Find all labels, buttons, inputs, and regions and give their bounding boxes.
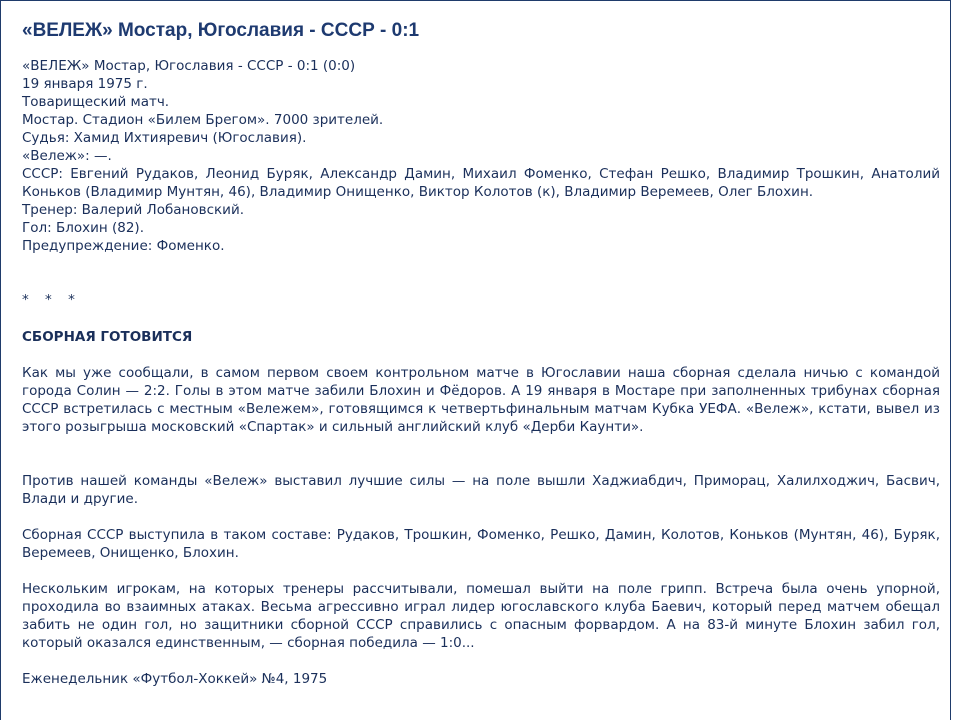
match-warning: Предупреждение: Фоменко. bbox=[22, 238, 225, 254]
article-source: Еженедельник «Футбол-Хоккей» №4, 1975 bbox=[22, 671, 328, 687]
article-paragraph-2: Против нашей команды «Вележ» выставил лучшие силы — на поле вышли Хаджиабдич, Приморац, Халилходжич, Басвич, Влади и другие. bbox=[22, 473, 940, 507]
separator: * * * bbox=[22, 292, 81, 308]
article-paragraph-3: Сборная СССР выступила в таком составе: Рудаков, Трошкин, Фоменко, Решко, Дамин, Колотов, Коньков (Мунтян, 46), Буряк, Веремеев, Онищенко, Блохин. bbox=[22, 527, 940, 561]
match-goal: Гол: Блохин (82). bbox=[22, 220, 144, 236]
article-paragraph-1: Как мы уже сообщали, в самом первом своем контрольном матче в Югославии наша сборная сделала ничью с командой города Солин — 2:2. Голы в этом матче забили Блохин и Фёдоров. А 19 января в Мостаре при заполненных трибунах сборная СССР встретилась с местным «Вележем», готовящимся к четвертьфинальным матчам Кубка УЕФА. «Вележ», кстати, вывел из этого розыгрыша московский «Спартак» и сильный английский клуб «Дерби Каунти». bbox=[22, 365, 940, 435]
match-date: 19 января 1975 г. bbox=[22, 76, 148, 92]
velez-lineup: «Вележ»: —. bbox=[22, 148, 112, 164]
ussr-lineup: СССР: Евгений Рудаков, Леонид Буряк, Александр Дамин, Михаил Фоменко, Стефан Решко, Владимир Трошкин, Анатолий Коньков (Владимир Мунтян, 46), Владимир Онищенко, Виктор Колотов (к), Владимир Веремеев, Олег Блохин. bbox=[22, 166, 940, 200]
article-heading: СБОРНАЯ ГОТОВИТСЯ bbox=[22, 329, 193, 345]
match-referee: Судья: Хамид Ихтияревич (Югославия). bbox=[22, 130, 307, 146]
match-coach: Тренер: Валерий Лобановский. bbox=[22, 202, 245, 218]
match-type: Товарищеский матч. bbox=[22, 94, 170, 110]
match-venue: Мостар. Стадион «Билем Брегом». 7000 зрителей. bbox=[22, 112, 384, 128]
article-paragraph-4: Нескольким игрокам, на которых тренеры рассчитывали, помешал выйти на поле грипп. Встреча была очень упорной, проходила во взаимных атаках. Весьма агрессивно играл лидер югославского клуба Баевич, который перед матчем обещал забить не один гол, но защитники сборной СССР справились с опасным форвардом. А на 83-й минуте Блохин забил гол, который оказался единственным, — сборная победила — 1:0... bbox=[22, 581, 940, 651]
match-info bbox=[22, 57, 940, 255]
match-score-line: «ВЕЛЕЖ» Мостар, Югославия - СССР - 0:1 (0:0) bbox=[22, 58, 356, 74]
page-title: «ВЕЛЕЖ» Мостар, Югославия - СССР - 0:1 bbox=[22, 20, 420, 41]
